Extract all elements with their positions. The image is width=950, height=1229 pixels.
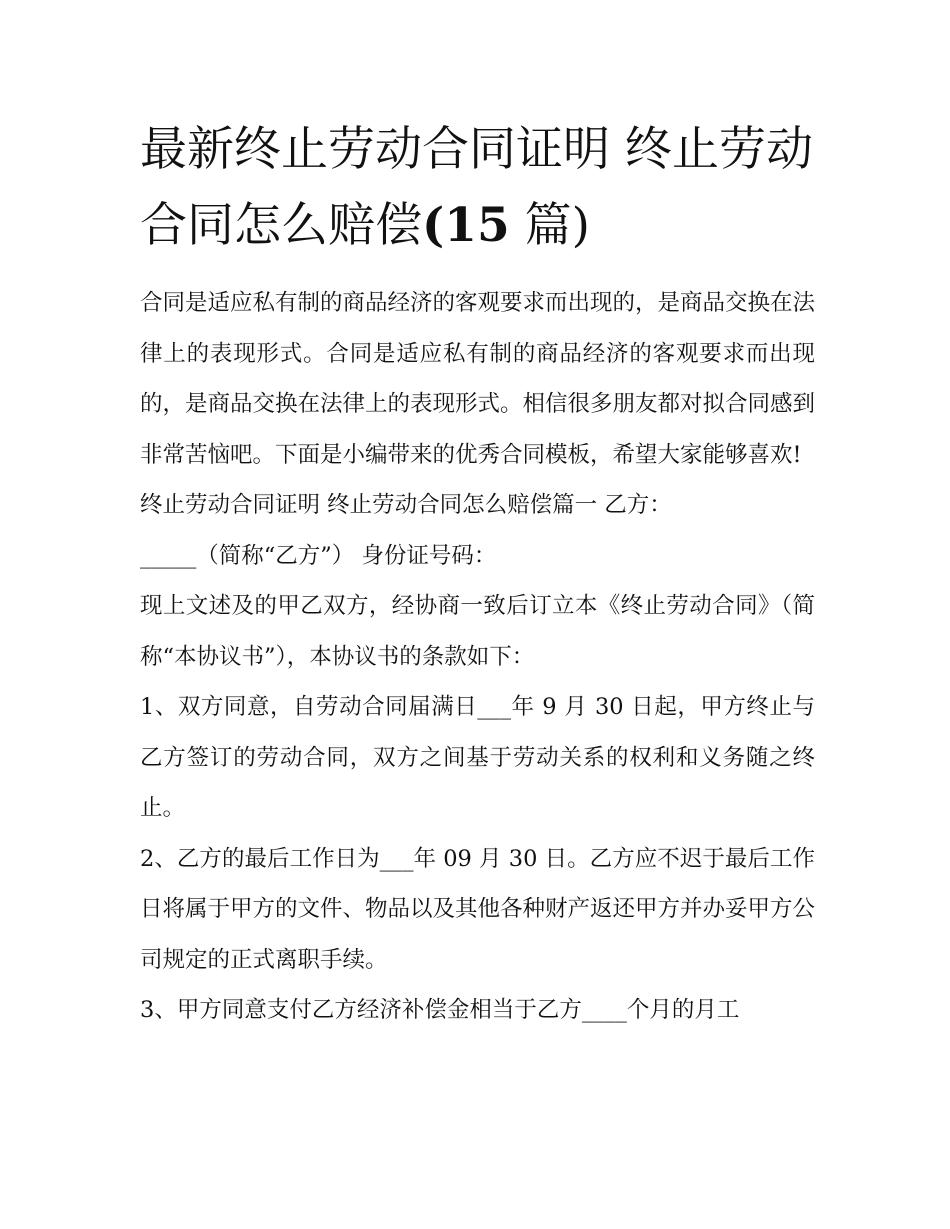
document-page	[140, 112, 815, 1036]
title-count-number: (15	[422, 198, 510, 253]
clause-3-paragraph: 3、甲方同意支付乙方经济补偿金相当于乙方____个月的月工	[140, 997, 740, 1023]
party-b-id-paragraph: _____（简称“乙方”） 身份证号码：	[140, 542, 497, 569]
section-heading-paragraph: 终止劳动合同证明 终止劳动合同怎么赔偿篇一 乙方：	[140, 492, 672, 518]
intro-paragraph: 合同是适应私有制的商品经济的客观要求而出现的，是商品交换在法律上的表现形式。合同是适应私有制的商品经济的客观要求而出现的，是商品交换在法律上的表现形式。相信很多朋友都对拟合同感到非常苦恼吧。下面是小编带来的优秀合同模板，希望大家能够喜欢!	[140, 290, 816, 468]
title-count-suffix: 篇)	[509, 198, 590, 253]
document-title	[140, 112, 815, 264]
clause-2-paragraph: 2、乙方的最后工作日为___年 09 月 30 日。乙方应不迟于最后工作日将属于甲方的文件、物品以及其他各种财产返还甲方并办妥甲方公司规定的正式离职手续。	[140, 845, 816, 973]
clause-1-paragraph: 1、双方同意，自劳动合同届满日___年 9 月 30 日起，甲方终止与乙方签订的劳动合同，双方之间基于劳动关系的权利和义务随之终止。	[140, 694, 815, 821]
agreement-preamble-paragraph: 现上文述及的甲乙双方，经协商一致后订立本《终止劳动合同》（简称“本协议书”），本协议书的条款如下：	[140, 593, 815, 670]
title-main-text: 最新终止劳动合同证明 终止劳动合同怎么赔偿	[140, 122, 813, 253]
